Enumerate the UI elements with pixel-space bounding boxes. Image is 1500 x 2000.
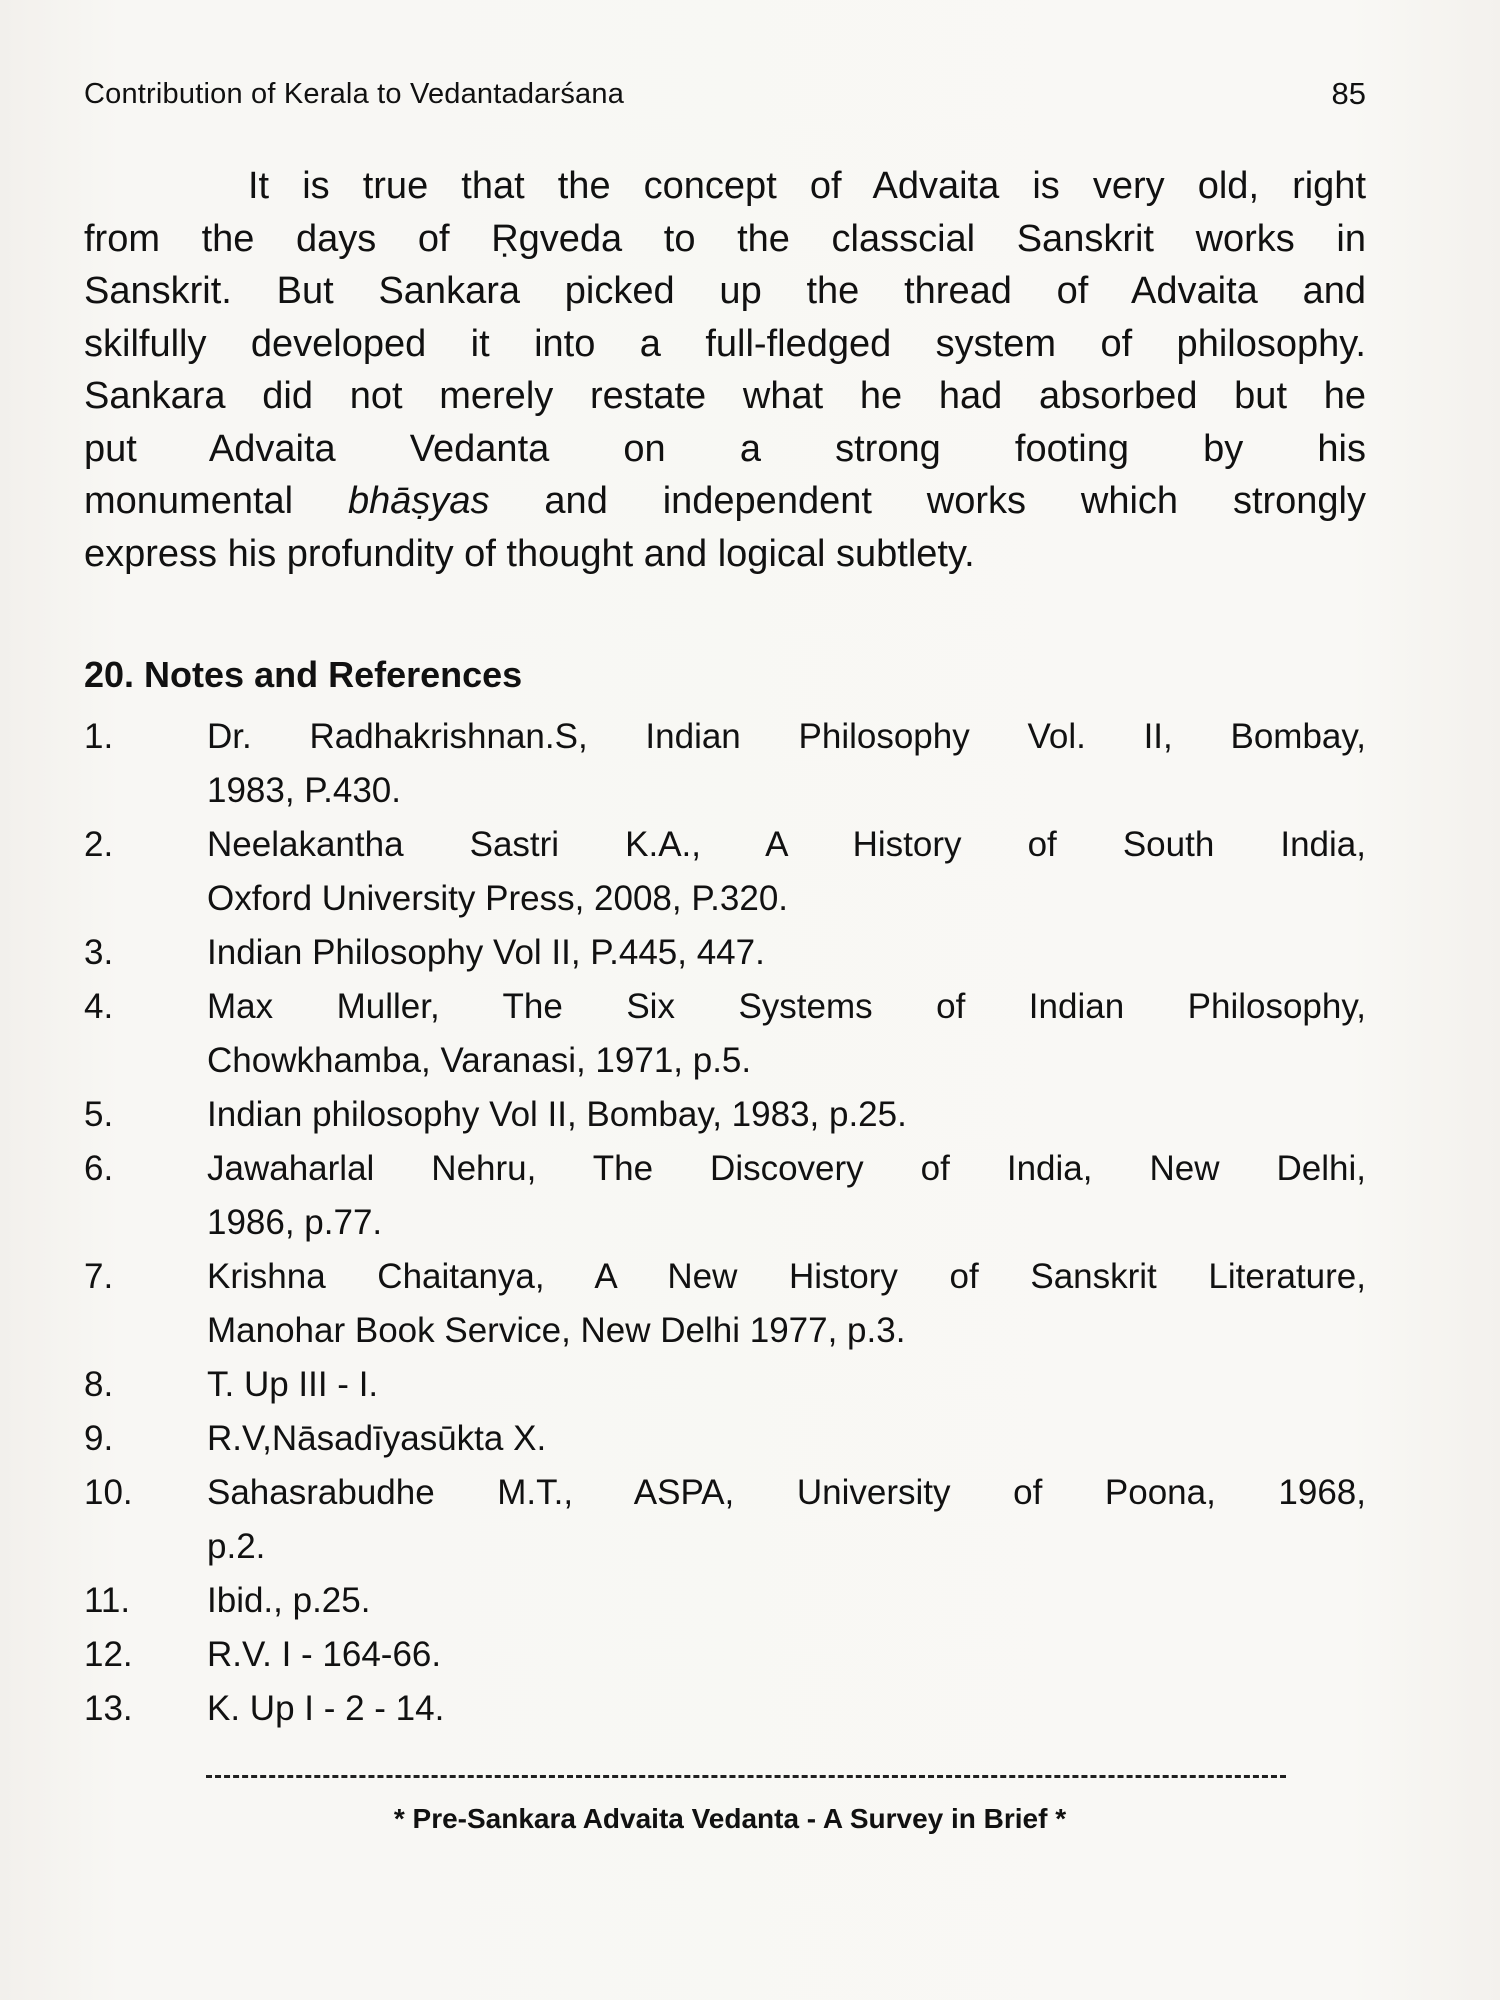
- paragraph-text: monumental: [84, 480, 348, 522]
- italic-term: bhāṣyas: [348, 480, 490, 522]
- note-line: Dr. Radhakrishnan.S, Indian Philosophy Vol. II, Bombay,: [207, 717, 1366, 756]
- paragraph-line: It is true that the concept of Advaita is very old, right: [248, 165, 1366, 207]
- note-number: 9.: [84, 1419, 114, 1458]
- note-number: 1.: [84, 717, 114, 756]
- note-number: 10.: [84, 1473, 133, 1512]
- note-number: 6.: [84, 1149, 114, 1188]
- note-item: [84, 1412, 1366, 1466]
- paragraph-line: from the days of Ṛgveda to the classcial Sanskrit works in: [84, 217, 1366, 260]
- notes-list: [84, 710, 1366, 1736]
- note-line: 1983, P.430.: [207, 771, 401, 810]
- note-line: R.V,Nāsadīyasūkta X.: [207, 1419, 547, 1458]
- note-item: [84, 818, 1366, 926]
- note-text: [207, 1088, 1366, 1142]
- note-line: Chowkhamba, Varanasi, 1971, p.5.: [207, 1041, 752, 1080]
- note-text: [207, 1250, 1366, 1358]
- note-text: [207, 1466, 1366, 1574]
- note-text: [207, 1682, 1366, 1736]
- note-text: [207, 980, 1366, 1088]
- note-item: [84, 710, 1366, 818]
- paragraph-line: put Advaita Vedanta on a strong footing by his: [84, 427, 1366, 470]
- note-item: [84, 1088, 1366, 1142]
- note-number: 3.: [84, 933, 114, 972]
- note-item: [84, 1628, 1366, 1682]
- note-line: p.2.: [207, 1527, 266, 1566]
- footer-divider: [206, 1775, 1286, 1778]
- note-number: 11.: [84, 1581, 131, 1620]
- note-number: 8.: [84, 1365, 114, 1404]
- note-text: [207, 1142, 1366, 1250]
- note-line: Max Muller, The Six Systems of Indian Philosophy,: [207, 987, 1366, 1026]
- running-header-title: Contribution of Kerala to Vedantadarśana: [84, 78, 625, 110]
- note-number: 2.: [84, 825, 114, 864]
- note-item: [84, 1574, 1366, 1628]
- note-line: K. Up I - 2 - 14.: [207, 1689, 445, 1728]
- note-number: 4.: [84, 987, 114, 1026]
- running-header: [84, 78, 1366, 122]
- note-line: T. Up III - I.: [207, 1365, 379, 1404]
- note-line: Oxford University Press, 2008, P.320.: [207, 879, 789, 918]
- note-text: [207, 1628, 1366, 1682]
- note-text: [207, 1574, 1366, 1628]
- note-text: [207, 1412, 1366, 1466]
- paragraph-line: Sanskrit. But Sankara picked up the thread of Advaita and: [84, 270, 1366, 312]
- paragraph-text: and independent works which strongly: [489, 480, 1366, 522]
- note-line: 1986, p.77.: [207, 1203, 383, 1242]
- note-item: [84, 1682, 1366, 1736]
- note-number: 7.: [84, 1257, 114, 1296]
- note-line: Krishna Chaitanya, A New History of Sanskrit Literature,: [207, 1257, 1366, 1296]
- paragraph-line: express his profundity of thought and logical subtlety.: [84, 532, 975, 575]
- note-item: [84, 1358, 1366, 1412]
- note-text: [207, 818, 1366, 926]
- note-item: [84, 926, 1366, 980]
- note-item: [84, 980, 1366, 1088]
- note-text: [207, 926, 1366, 980]
- note-line: R.V. I - 164-66.: [207, 1635, 442, 1674]
- note-line: Jawaharlal Nehru, The Discovery of India, New Delhi,: [207, 1149, 1366, 1188]
- paragraph-line-with-italic: [84, 475, 1366, 528]
- footer-title: * Pre-Sankara Advaita Vedanta - A Survey in Brief *: [393, 1803, 1067, 1834]
- paragraph-line: Sankara did not merely restate what he had absorbed but he: [84, 375, 1366, 417]
- note-line: Sahasrabudhe M.T., ASPA, University of Poona, 1968,: [207, 1473, 1366, 1512]
- note-item: [84, 1142, 1366, 1250]
- note-text: [207, 710, 1366, 818]
- note-line: Indian philosophy Vol II, Bombay, 1983, p.25.: [207, 1095, 907, 1134]
- note-item: [84, 1250, 1366, 1358]
- paragraph-line: skilfully developed it into a full-fledged system of philosophy.: [84, 322, 1366, 365]
- body-paragraph: [84, 160, 1366, 580]
- note-text: [207, 1358, 1366, 1412]
- note-line: Manohar Book Service, New Delhi 1977, p.3.: [207, 1311, 906, 1350]
- note-item: [84, 1466, 1366, 1574]
- notes-heading: 20. Notes and References: [84, 654, 523, 695]
- note-number: 13.: [84, 1689, 133, 1728]
- note-line: Ibid., p.25.: [207, 1581, 371, 1620]
- note-number: 5.: [84, 1095, 114, 1134]
- note-number: 12.: [84, 1635, 133, 1674]
- page-number: 85: [1331, 76, 1366, 111]
- note-line: Indian Philosophy Vol II, P.445, 447.: [207, 933, 765, 972]
- note-line: Neelakantha Sastri K.A., A History of South India,: [207, 825, 1366, 864]
